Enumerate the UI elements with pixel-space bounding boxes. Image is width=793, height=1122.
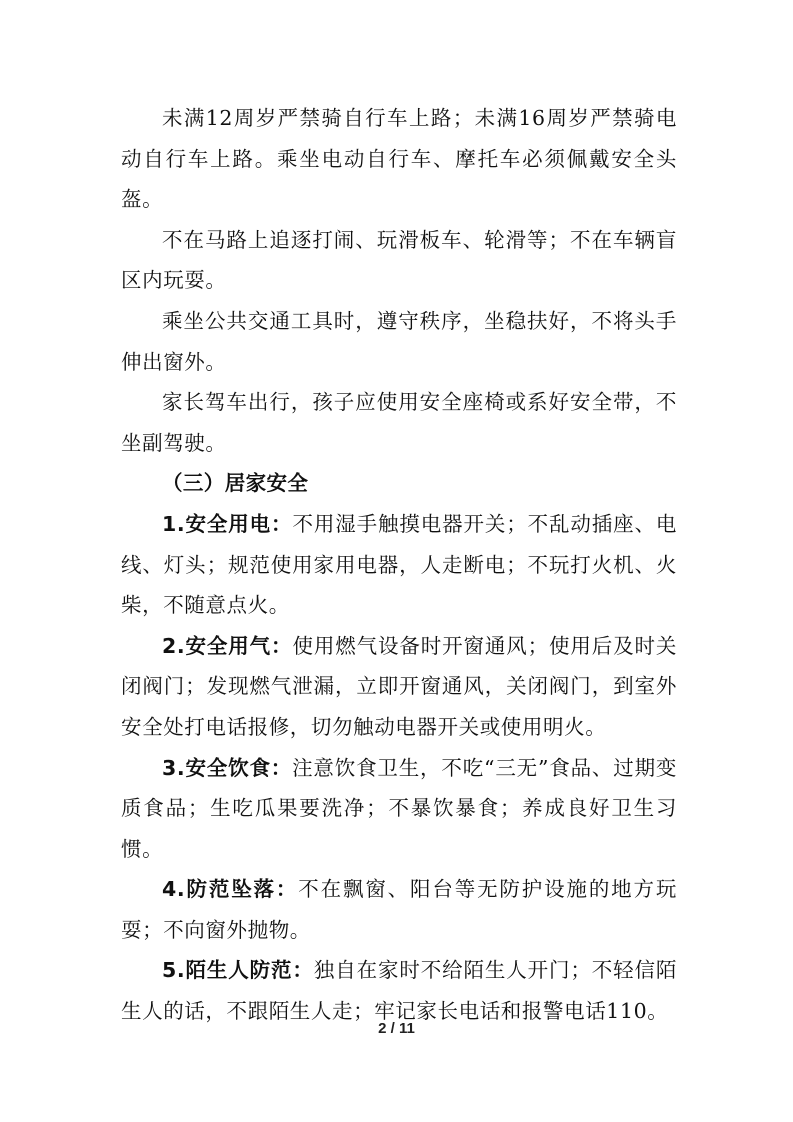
item-text: 使用燃气设备时开窗通风；使用后及时关闭阀门；发现燃气泄漏，立即开窗通风，关闭阀门，到室外安全处打电话报修，切勿触动电器开关或使用明火。 [121,633,677,739]
page-number: 2 / 11 [378,1020,415,1037]
item-lead: 2.安全用气： [162,633,293,658]
section-heading-home-safety: （三）居家安全 [162,471,309,496]
paragraph-public-transport: 乘坐公共交通工具时，遵守秩序，坐稳扶好，不将头手伸出窗外。 [121,308,677,374]
paragraph-no-playing-road: 不在马路上追逐打闹、玩滑板车、轮滑等；不在车辆盲区内玩耍。 [121,227,677,293]
item-text: 不用湿手触摸电器开关；不乱动插座、电线、灯头；规范使用家用电器，人走断电；不玩打火机、火柴，不随意点火。 [121,511,677,618]
document-body [121,98,677,1032]
list-item-electricity [121,504,677,626]
item-lead: 3.安全饮食： [162,755,293,780]
item-text: 独自在家时不给陌生人开门；不轻信陌生人的话，不跟陌生人走；牢记家长电话和报警电话110。 [121,958,677,1024]
item-lead: 4.防范坠落： [162,877,299,902]
paragraph-bicycle-age: 未满12周岁严禁骑自行车上路；未满16周岁严禁骑电动自行车上路。乘坐电动自行车、摩托车必须佩戴安全头盔。 [121,106,677,212]
list-item-falls [121,869,677,950]
list-item-food [121,748,677,870]
paragraph-car-seat: 家长驾车出行，孩子应使用安全座椅或系好安全带，不坐副驾驶。 [121,390,677,455]
item-text: 注意饮食卫生，不吃“三无”食品、过期变质食品；生吃瓜果要洗净；不暴饮暴食；养成良好卫生习惯。 [121,755,677,861]
item-lead: 5.陌生人防范： [162,958,314,983]
item-text: 不在飘窗、阳台等无防护设施的地方玩耍；不向窗外抛物。 [121,877,677,942]
item-lead: 1.安全用电： [162,511,293,536]
list-item-gas [121,626,677,748]
